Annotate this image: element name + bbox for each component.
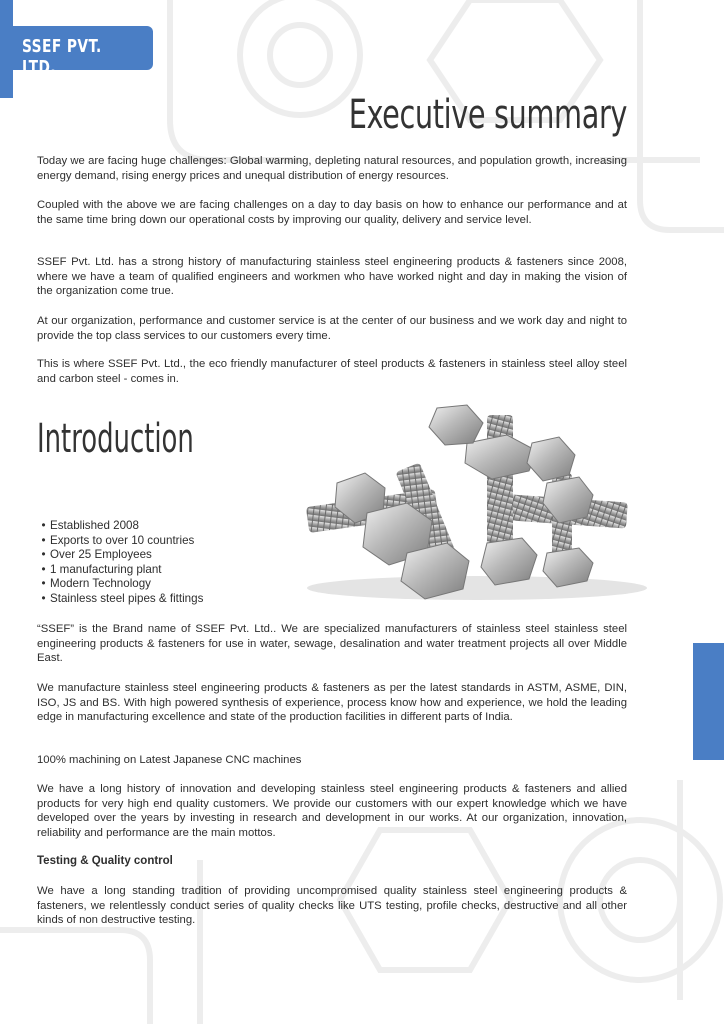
list-item: • Stainless steel pipes & fittings bbox=[37, 592, 203, 607]
exec-paragraph-5: This is where SSEF Pvt. Ltd., the eco friendly manufacturer of steel products & fasteners in stainless steel alloy steel and carbon steel - comes in. bbox=[37, 358, 627, 385]
intro-bullet-list bbox=[37, 519, 203, 607]
brand-name: SSEF PVT. LTD. bbox=[22, 36, 102, 78]
list-item: • Modern Technology bbox=[37, 577, 203, 592]
intro-paragraph-4: We have a long history of innovation and developing stainless steel engineering products & fasteners and allied products for very high end quality customers. We provide our customers with our expert knowledge which we have developed over the years by investing in research and development in our works. At our organization, innovation, reliability and performance are the main mottos. bbox=[37, 783, 627, 839]
intro-paragraph-1: “SSEF” is the Brand name of SSEF Pvt. Ltd.. We are specialized manufacturers of stainless steel stainless steel engineering products & fasteners for use in water, sewage, desalination and water treatment projects all over Middle East. bbox=[37, 623, 627, 665]
bolts-and-nuts-photo bbox=[297, 403, 647, 603]
exec-paragraph-1: Today we are facing huge challenges: Global warming, depleting natural resources, and population growth, increasing energy demand, rising energy prices and unequal distribution of energy resources. bbox=[37, 155, 627, 182]
list-item: • Established 2008 bbox=[37, 519, 203, 534]
introduction-heading: Introduction bbox=[37, 416, 194, 462]
exec-paragraph-4: At our organization, performance and customer service is at the center of our business and we work day and night to provide the top class services to our customers every time. bbox=[37, 315, 627, 342]
exec-paragraph-2: Coupled with the above we are facing challenges on a day to day basis on how to enhance our performance and at the same time bring down our operational costs by improving our quality, delivery and service level. bbox=[37, 199, 627, 226]
list-item: • Exports to over 10 countries bbox=[37, 534, 203, 549]
list-item: • 1 manufacturing plant bbox=[37, 563, 203, 578]
right-accent-tab bbox=[693, 643, 724, 760]
brand-tab bbox=[13, 26, 153, 78]
intro-paragraph-2: We manufacture stainless steel engineering products & fasteners as per the latest standards in ASTM, ASME, DIN, ISO, JS and BS. With high powered synthesis of experience, process know how and experience, we hold the leading edge in manufacturing excellence and state of the production facilities in different parts of India. bbox=[37, 682, 627, 724]
testing-paragraph: We have a long standing tradition of providing uncompromised quality stainless steel engineering products & fasteners, we relentlessly conduct series of quality checks like UTS testing, profile checks, destructive and all other kinds of non destructive testing. bbox=[37, 885, 627, 927]
left-accent-strip bbox=[0, 0, 13, 98]
executive-summary-heading: Executive summary bbox=[348, 92, 627, 138]
testing-heading: Testing & Quality control bbox=[37, 855, 173, 867]
exec-paragraph-3: SSEF Pvt. Ltd. has a strong history of manufacturing stainless steel engineering products & fasteners since 2008, where we have a team of qualified engineers and workmen who have worked night and day in making the vision of the organization come true. bbox=[37, 256, 627, 298]
list-item: • Over 25 Employees bbox=[37, 548, 203, 563]
intro-paragraph-3: 100% machining on Latest Japanese CNC machines bbox=[37, 754, 302, 766]
